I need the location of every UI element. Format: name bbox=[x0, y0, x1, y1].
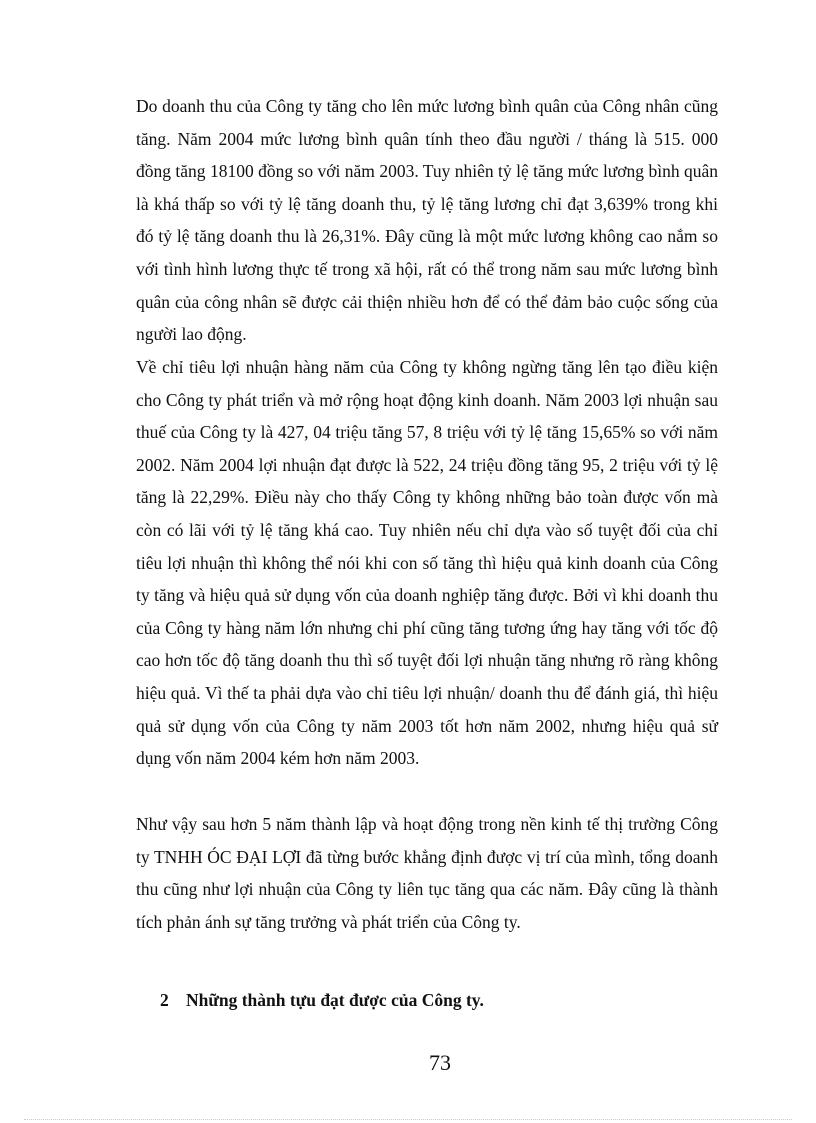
paragraph-average-wage: Do doanh thu của Công ty tăng cho lên mức lương bình quân của Công nhân cũng tăng. Năm 2004 mức lương bình quân tính theo đầu người / tháng là 515. 000 đồng tăng 18100 đồng so với năm 2003. Tuy nhiên tỷ lệ tăng mức lương bình quân là khá thấp so với tỷ lệ tăng doanh thu, tỷ lệ tăng lương chỉ đạt 3,639% trong khi đó tỷ lệ tăng doanh thu là 26,31%. Đây cũng là một mức lương không cao nắm so với tình hình lương thực tế trong xã hội, rất có thể trong năm sau mức lương bình quân của công nhân sẽ được cải thiện nhiều hơn để có thể đảm bảo cuộc sống của người lao động. bbox=[136, 96, 718, 345]
section-title: Những thành tựu đạt được của Công ty. bbox=[186, 990, 484, 1010]
footer-divider bbox=[24, 1119, 792, 1120]
paragraph-profit-analysis: Về chỉ tiêu lợi nhuận hàng năm của Công ty không ngừng tăng lên tạo điều kiện cho Công ty phát triển và mở rộng hoạt động kinh doanh. Năm 2003 lợi nhuận sau thuế của Công ty là 427, 04 triệu tăng 57, 8 triệu với tỷ lệ tăng 15,65% so với năm 2002. Năm 2004 lợi nhuận đạt được là 522, 24 triệu đồng tăng 95, 2 triệu với tỷ lệ tăng là 22,29%. Điều này cho thấy Công ty không những bảo toàn được vốn mà còn có lãi với tỷ lệ tăng khá cao. Tuy nhiên nếu chỉ dựa vào số tuyệt đối của chỉ tiêu lợi nhuận thì không thể nói khi con số tăng thì hiệu quả kinh doanh của Công ty tăng và hiệu quả sử dụng vốn của doanh nghiệp tăng được. Bởi vì khi doanh thu của Công ty hàng năm lớn nhưng chi phí cũng tăng tương ứng hay tăng với tốc độ cao hơn tốc độ tăng doanh thu thì số tuyệt đối lợi nhuận tăng nhưng rõ ràng không hiệu quả. Vì thế ta phải dựa vào chỉ tiêu lợi nhuận/ doanh thu để đánh giá, thì hiệu quả sử dụng vốn của Công ty năm 2003 tốt hơn năm 2002, nhưng hiệu quả sử dụng vốn năm 2004 kém hơn năm 2003. bbox=[136, 357, 718, 769]
section-number: 2 bbox=[160, 990, 169, 1010]
page-number: 73 bbox=[429, 1050, 451, 1075]
section-heading bbox=[160, 990, 484, 1011]
paragraph-conclusion: Như vậy sau hơn 5 năm thành lập và hoạt động trong nền kinh tế thị trường Công ty TNHH ÓC ĐẠI LỢI đã từng bước khẳng định được vị trí của mình, tổng doanh thu cũng như lợi nhuận của Công ty liên tục tăng qua các năm. Đây cũng là thành tích phản ánh sự tăng trưởng và phát triển của Công ty. bbox=[136, 814, 718, 932]
